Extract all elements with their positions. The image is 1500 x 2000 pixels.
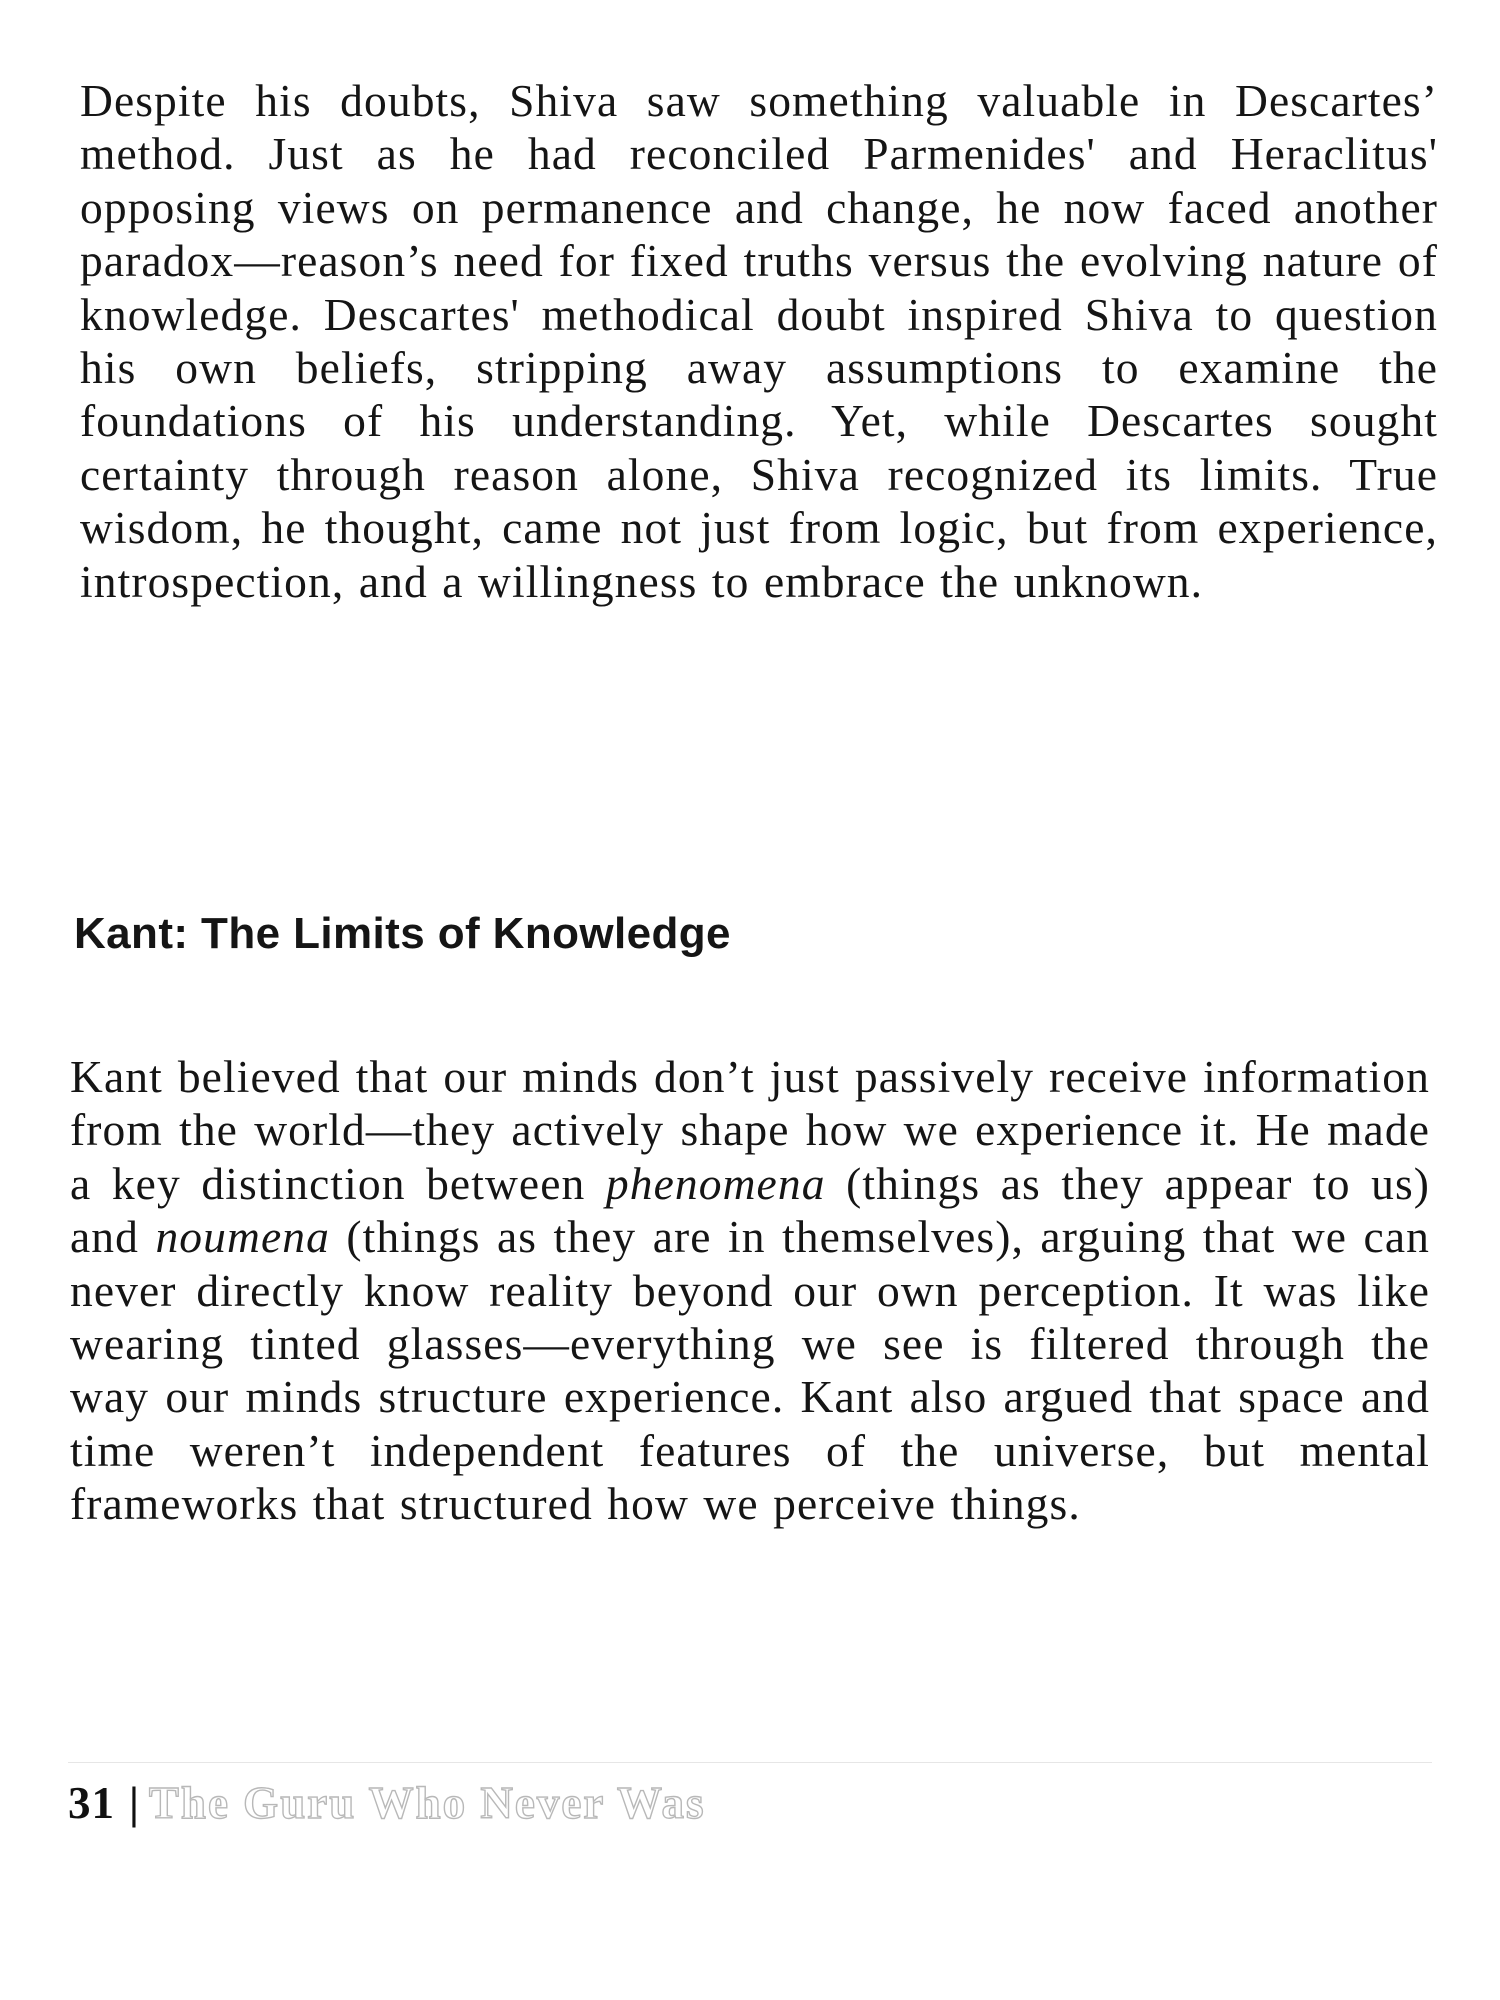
- paragraph-descartes: Despite his doubts, Shiva saw something valuable in Descartes’ method. Just as he had reconciled Parmenides' and Heraclitus' opposing views on permanence and change, he now faced another paradox—reason’s need for fixed truths versus the evolving nature of knowledge. Descartes' methodical doubt inspired Shiva to question his own beliefs, stripping away assumptions to examine the foundations of his understanding. Yet, while Descartes sought certainty through reason alone, Shiva recognized its limits. True wisdom, he thought, came not just from logic, but from experience, introspection, and a willingness to embrace the unknown.: [80, 75, 1438, 607]
- kant-text-part-1: Kant believed that our minds don’t just passively receive information from the world—they actively shape how we experience it. He made a key distinction between: [70, 1051, 1430, 1209]
- kant-text-part-2: (things as they appear to us) and: [70, 1157, 1430, 1263]
- paragraph-kant: [70, 1050, 1430, 1531]
- kant-text-part-3: (things as they are in themselves), arguing that we can never directly know reality beyond our own perception. It was like wearing tinted glasses—everything we see is filtered through the way our minds structure experience. Kant also argued that space and time weren’t independent features of the universe, but mental frameworks that structured how we perceive things.: [70, 1211, 1430, 1530]
- footer-divider: [68, 1762, 1432, 1763]
- term-phenomena: phenomena: [605, 1157, 826, 1209]
- page-footer: [68, 1775, 706, 1831]
- term-noumena: noumena: [155, 1211, 330, 1263]
- footer-separator: |: [129, 1778, 139, 1828]
- book-title: The Guru Who Never Was: [148, 1778, 706, 1828]
- section-heading: Kant: The Limits of Knowledge: [74, 909, 731, 958]
- page-number: 31: [68, 1778, 115, 1828]
